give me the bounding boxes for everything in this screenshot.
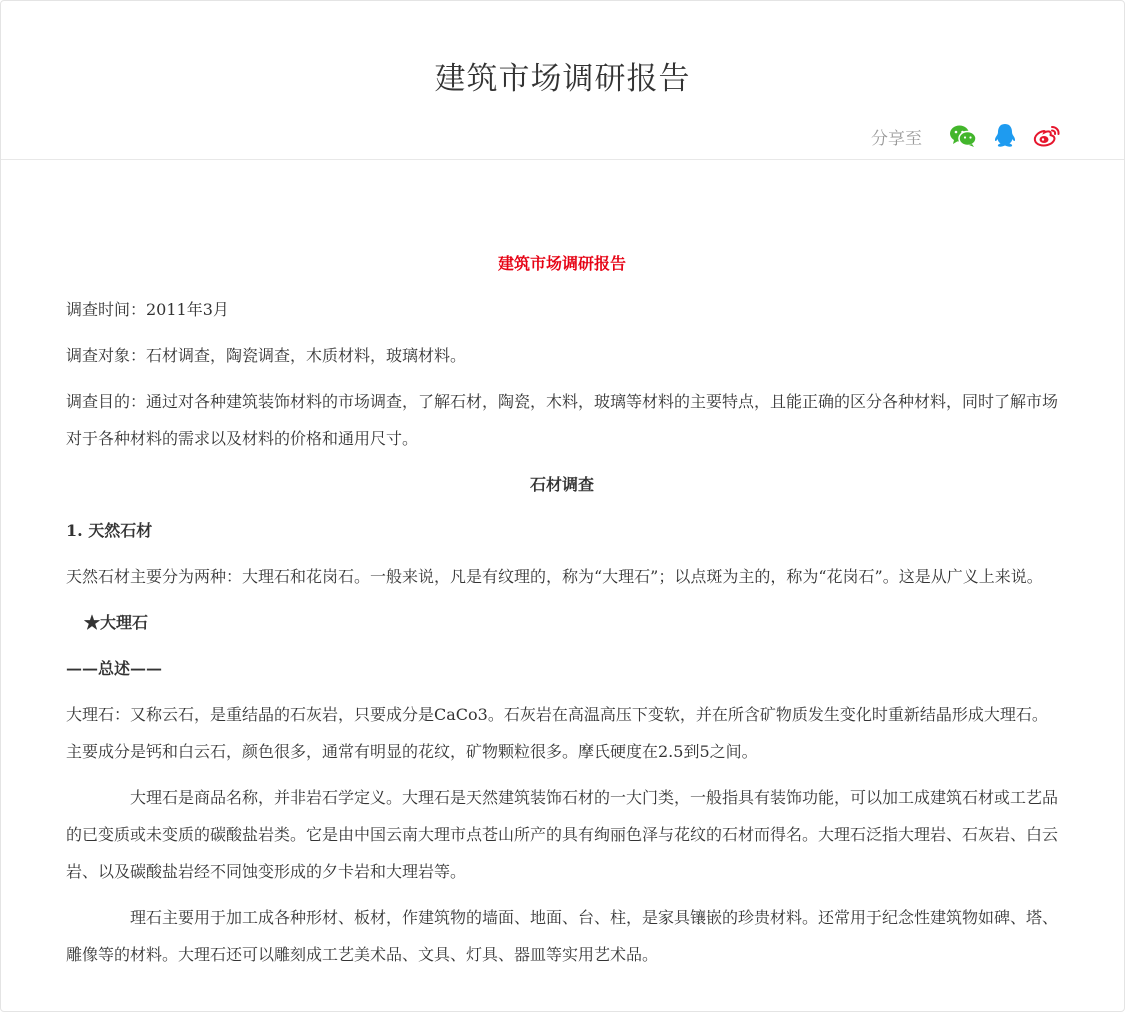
document-title: 建筑市场调研报告 bbox=[497, 254, 626, 273]
share-label: 分享至 bbox=[871, 128, 922, 149]
marble-paragraph-3: 理石主要用于加工成各种形材、板材，作建筑物的墙面、地面、台、柱，是家具镶嵌的珍贵材料。还常用于纪念性建筑物如碑、塔、雕像等的材料。大理石还可以雕刻成工艺美术品、文具、灯具、器皿等实用艺术品。 bbox=[66, 908, 1059, 964]
heading-natural-stone: 1. 天然石材 bbox=[66, 521, 153, 540]
wechat-icon[interactable] bbox=[948, 123, 978, 149]
page-title: 建筑市场调研报告 bbox=[434, 61, 691, 97]
share-bar bbox=[871, 123, 1062, 149]
natural-stone-intro: 天然石材主要分为两种：大理石和花岗石。一般来说，凡是有纹理的，称为“大理石”；以点斑为主的，称为“花岗石”。这是从广义上来说。 bbox=[66, 567, 1043, 586]
article-header bbox=[1, 1, 1124, 160]
heading-overview: ——总述—— bbox=[66, 659, 163, 678]
section-heading-stone: 石材调查 bbox=[529, 475, 594, 494]
qq-icon[interactable] bbox=[990, 123, 1020, 149]
heading-marble: ★大理石 bbox=[84, 613, 149, 632]
article-body bbox=[66, 245, 1058, 982]
weibo-icon[interactable] bbox=[1032, 123, 1062, 149]
survey-time: 调查时间：2011年3月 bbox=[66, 300, 229, 319]
survey-objects: 调查对象：石材调查，陶瓷调查，木质材料，玻璃材料。 bbox=[66, 346, 467, 365]
survey-purpose: 调查目的：通过对各种建筑装饰材料的市场调查，了解石材，陶瓷，木料，玻璃等材料的主要特点，且能正确的区分各种材料，同时了解市场对于各种材料的需求以及材料的价格和通用尺寸。 bbox=[66, 392, 1059, 448]
marble-paragraph-2: 大理石是商品名称，并非岩石学定义。大理石是天然建筑装饰石材的一大门类，一般指具有装饰功能，可以加工成建筑石材或工艺品的已变质或未变质的碳酸盐岩类。它是由中国云南大理市点苍山所产的具有绚丽色泽与花纹的石材而得名。大理石泛指大理岩、石灰岩、白云岩、以及碳酸盐岩经不同蚀变形成的夕卡岩和大理岩等。 bbox=[66, 788, 1059, 881]
marble-paragraph-1: 大理石：又称云石，是重结晶的石灰岩，只要成分是CaCo3。石灰岩在高温高压下变软，并在所含矿物质发生变化时重新结晶形成大理石。主要成分是钙和白云石，颜色很多，通常有明显的花纹，矿物颗粒很多。摩氏硬度在2.5到5之间。 bbox=[66, 705, 1048, 761]
